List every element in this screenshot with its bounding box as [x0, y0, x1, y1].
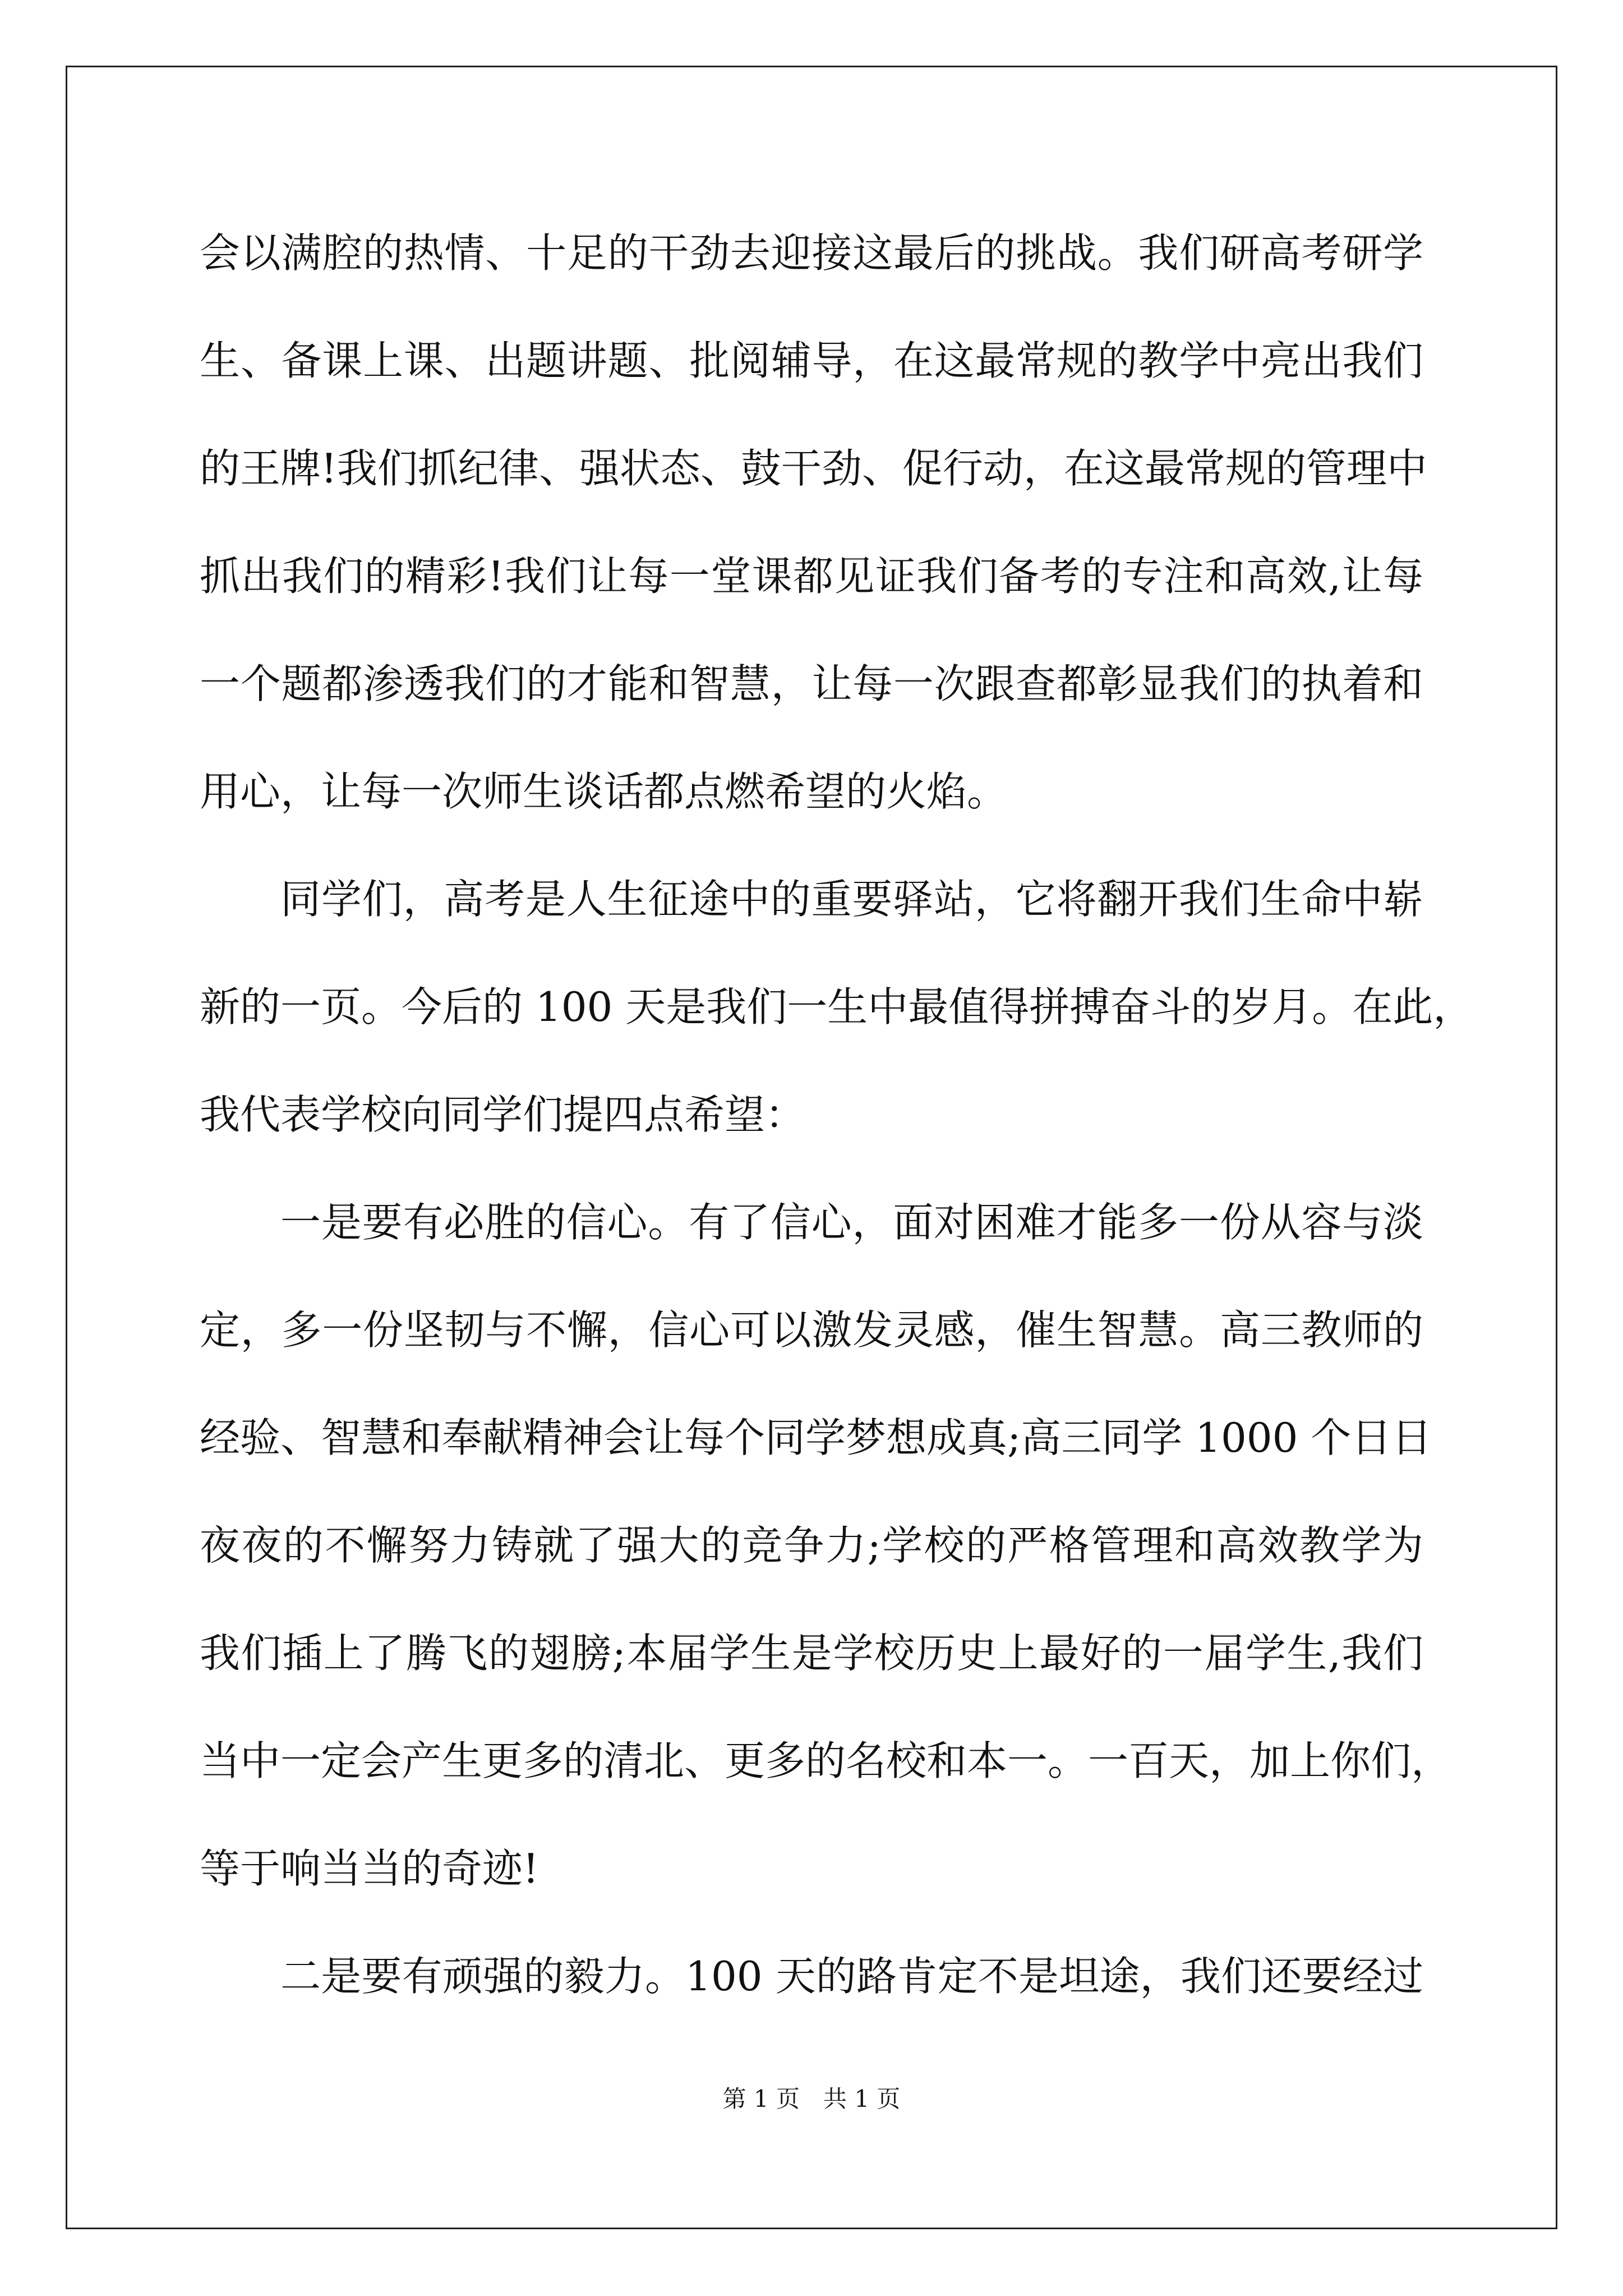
text-line: 同学们，高考是人生征途中的重要驿站，它将翻开我们生命中崭 [280, 876, 1423, 923]
text-line: 二是要有顽强的毅力。100 天的路肯定不是坦途，我们还要经过 [280, 1953, 1423, 2000]
text-line: 新的一页。今后的 100 天是我们一生中最值得拼搏奋斗的岁月。在此， [200, 983, 1474, 1030]
text-line: 定，多一份坚韧与不懈，信心可以激发灵感，催生智慧。高三教师的 [200, 1306, 1423, 1354]
page-total: 共 1 页 [823, 2085, 901, 2113]
text-line: 我代表学校向同学们提四点希望： [200, 1091, 806, 1138]
document-body [200, 199, 1474, 2030]
text-line: 一是要有必胜的信心。有了信心，面对困难才能多一份从容与淡 [280, 1199, 1423, 1246]
text-line: 等于响当当的奇迹! [200, 1845, 539, 1892]
text-line: 抓出我们的精彩!我们让每一堂课都见证我们备考的专注和高效,让每 [200, 553, 1423, 600]
text-line: 夜夜的不懈努力铸就了强大的竞争力;学校的严格管理和高效教学为 [200, 1522, 1423, 1569]
text-line: 一个题都渗透我们的才能和智慧，让每一次跟查都彰显我们的执着和 [200, 660, 1423, 707]
page-footer [0, 2082, 1623, 2116]
page-number: 第 1 页 [722, 2085, 800, 2113]
text-line: 的王牌!我们抓纪律、强状态、鼓干劲、促行动，在这最常规的管理中 [200, 445, 1427, 492]
text-line: 生、备课上课、出题讲题、批阅辅导，在这最常规的教学中亮出我们 [200, 337, 1423, 384]
text-line: 我们插上了腾飞的翅膀;本届学生是学校历史上最好的一届学生,我们 [200, 1630, 1423, 1677]
text-line: 会以满腔的热情、十足的干劲去迎接这最后的挑战。我们研高考研学 [200, 229, 1423, 277]
text-line: 用心，让每一次师生谈话都点燃希望的火焰。 [200, 768, 1008, 815]
text-line: 当中一定会产生更多的清北、更多的名校和本一。一百天，加上你们， [200, 1737, 1452, 1784]
text-line: 经验、智慧和奉献精神会让每个同学梦想成真;高三同学 1000 个日日 [200, 1414, 1432, 1461]
